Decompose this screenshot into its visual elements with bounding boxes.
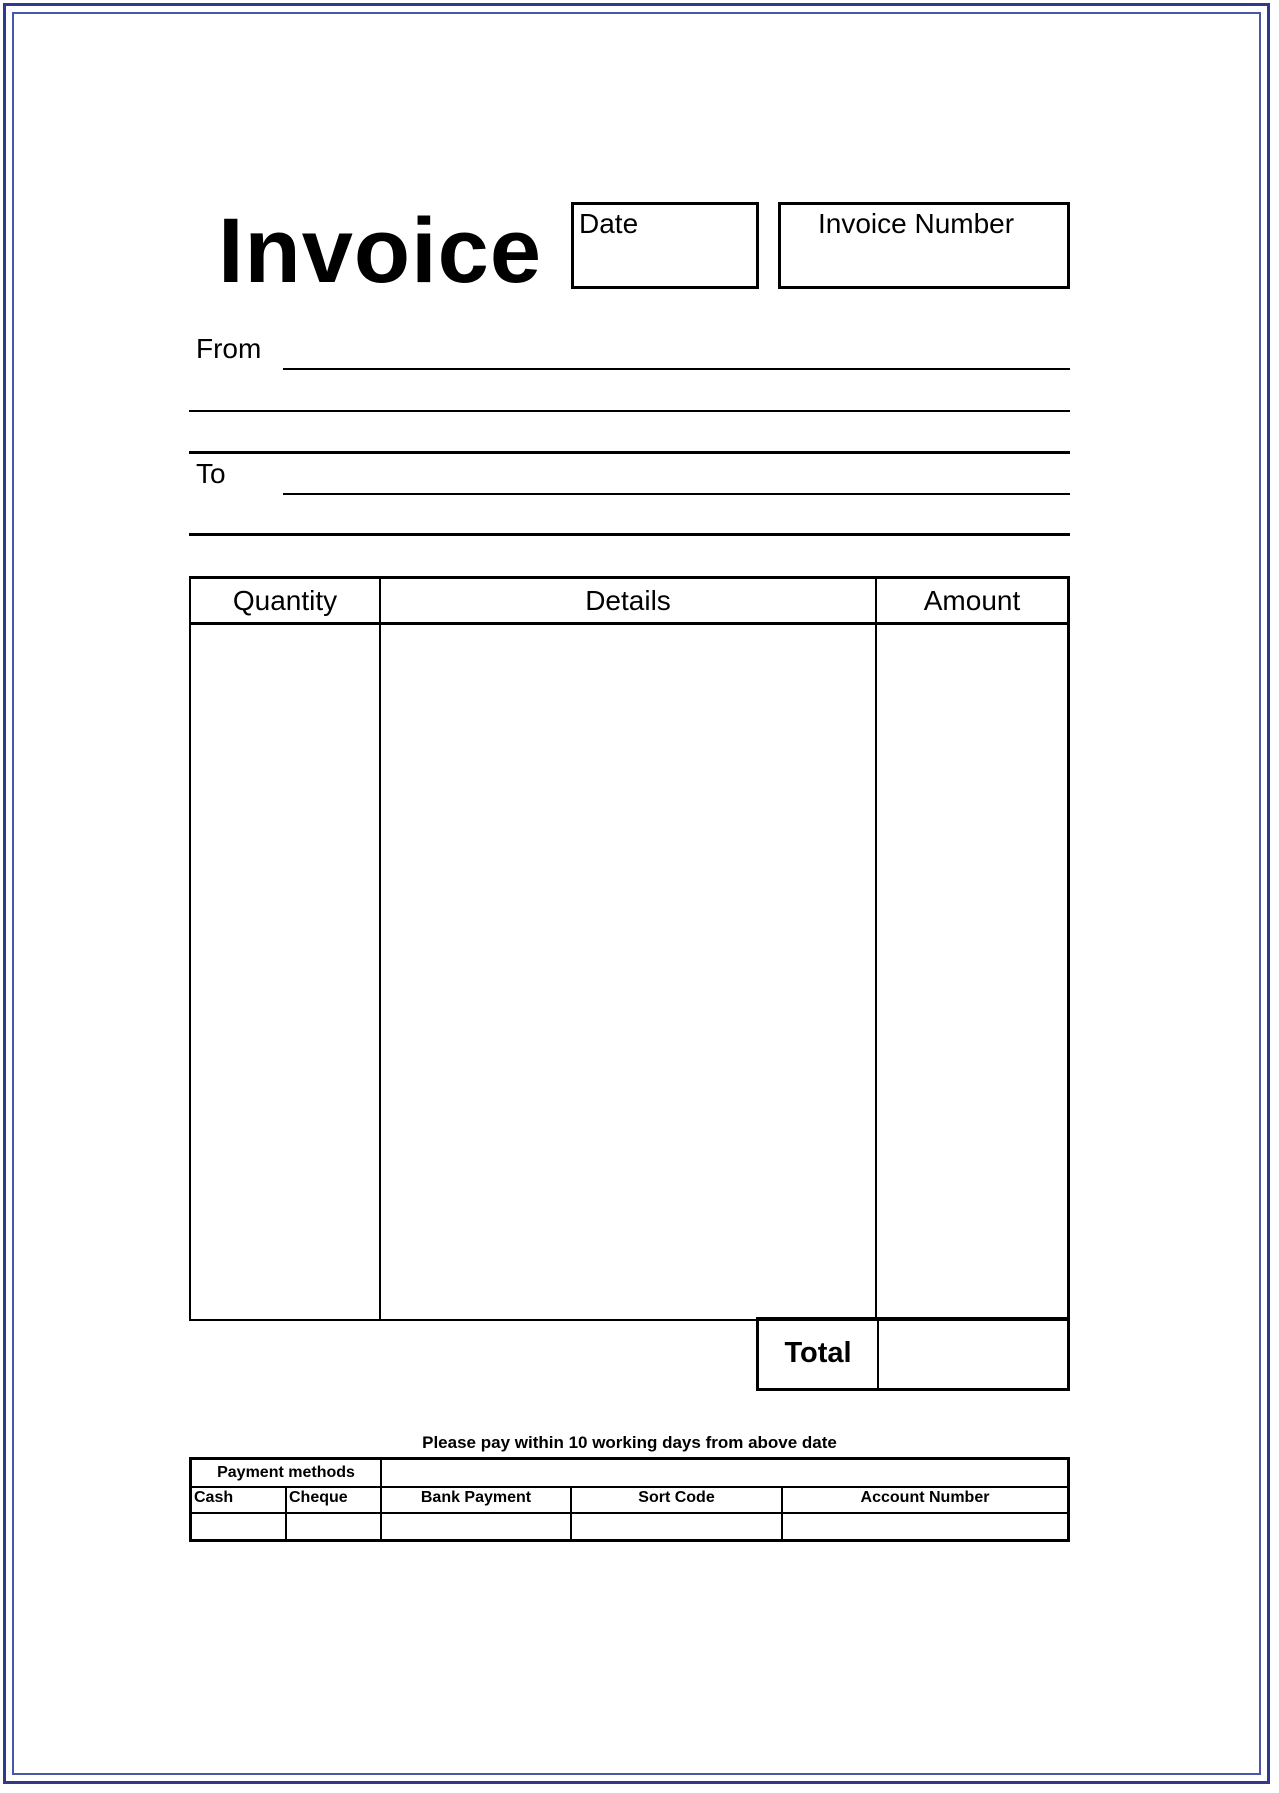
to-line-1[interactable] bbox=[283, 493, 1070, 495]
to-line-2[interactable] bbox=[189, 533, 1070, 536]
quantity-header: Quantity bbox=[232, 585, 338, 616]
payment-methods-label: Payment methods bbox=[217, 1464, 355, 1481]
row-divider bbox=[192, 1486, 1067, 1488]
payment-terms-note: Please pay within 10 working days from above date bbox=[422, 1433, 837, 1452]
from-line-2[interactable] bbox=[189, 410, 1070, 412]
items-table bbox=[189, 576, 1070, 1321]
from-line-1[interactable] bbox=[283, 368, 1070, 370]
date-label: Date bbox=[579, 208, 639, 239]
quantity-cell[interactable] bbox=[191, 625, 379, 1319]
total-label: Total bbox=[784, 1337, 852, 1369]
account-number-label: Account Number bbox=[860, 1489, 990, 1506]
account-number-field[interactable] bbox=[783, 1514, 1067, 1539]
amount-cell[interactable] bbox=[877, 625, 1067, 1319]
bank-payment-label: Bank Payment bbox=[420, 1489, 532, 1506]
sort-code-label: Sort Code bbox=[638, 1489, 715, 1506]
to-label: To bbox=[196, 458, 226, 489]
cheque-label: Cheque bbox=[289, 1489, 348, 1506]
invoice-title: Invoice bbox=[218, 200, 543, 302]
from-label: From bbox=[196, 333, 262, 364]
details-cell[interactable] bbox=[381, 625, 875, 1319]
total-value-cell[interactable] bbox=[879, 1320, 1067, 1388]
cash-field[interactable] bbox=[192, 1514, 285, 1539]
total-box bbox=[756, 1317, 1070, 1391]
details-header: Details bbox=[585, 585, 671, 616]
payment-methods-table bbox=[189, 1457, 1070, 1542]
invoice-number-label: Invoice Number bbox=[818, 208, 1015, 239]
sort-code-field[interactable] bbox=[572, 1514, 781, 1539]
amount-header: Amount bbox=[923, 585, 1021, 616]
bank-payment-field[interactable] bbox=[382, 1514, 570, 1539]
section-divider bbox=[189, 451, 1070, 454]
cheque-field[interactable] bbox=[287, 1514, 380, 1539]
cash-label: Cash bbox=[194, 1489, 234, 1506]
invoice-number-box[interactable] bbox=[778, 202, 1070, 289]
date-box[interactable] bbox=[571, 202, 759, 289]
